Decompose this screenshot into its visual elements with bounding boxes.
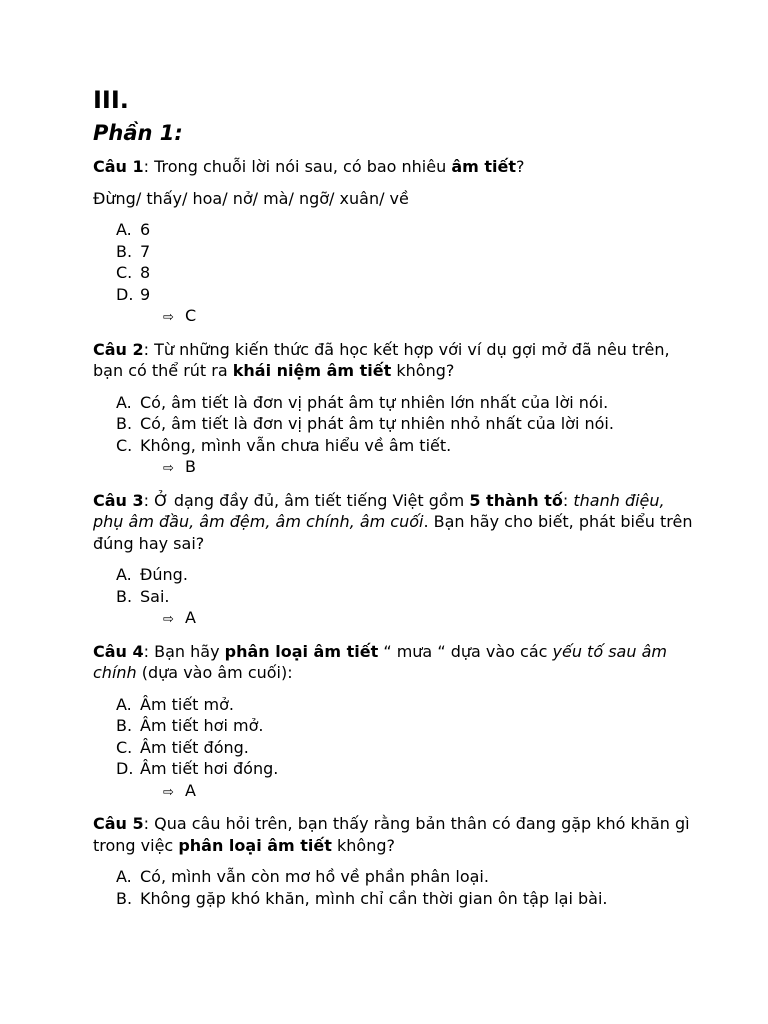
option-letter: C. <box>116 263 133 282</box>
question-keyword: âm tiết <box>451 157 516 176</box>
option-text: Có, mình vẫn còn mơ hồ về phần phân loại. <box>140 867 489 886</box>
question-1-answer <box>93 305 693 329</box>
option-letter: B. <box>116 414 133 433</box>
question-5 <box>93 813 693 856</box>
option-text: Đúng. <box>140 565 188 584</box>
option-text: Âm tiết đóng. <box>140 737 249 757</box>
option-item <box>116 888 693 910</box>
question-text: : Trong chuỗi lời nói sau, có bao nhiêu <box>143 157 452 176</box>
arrow-right-icon: ⇨ <box>163 612 174 627</box>
question-text: : Bạn hãy <box>143 641 225 661</box>
answer-value: B <box>185 457 196 476</box>
question-label: Câu 3 <box>93 490 144 510</box>
option-letter: A. <box>116 392 132 412</box>
arrow-right-icon: ⇨ <box>163 461 174 476</box>
question-3-answer <box>93 607 693 631</box>
question-label: Câu 4 <box>93 641 144 661</box>
option-item <box>116 694 693 716</box>
option-letter: C. <box>116 435 133 455</box>
question-text: : <box>562 490 574 510</box>
option-item <box>116 435 693 457</box>
question-text: : Từ những kiến thức đã học kết hợp với ví dụ gợi mở đã nêu trên, bạn có thể rút ra <box>93 339 670 380</box>
option-text: Có, âm tiết là đơn vị phát âm tự nhiên lớn nhất của lời nói. <box>140 392 609 412</box>
option-item <box>116 262 693 284</box>
option-item <box>116 737 693 759</box>
question-emphasis: thanh điệu, phụ âm đầu, âm đệm, âm chính, âm cuối <box>93 490 665 531</box>
option-text: Âm tiết hơi mở. <box>140 716 264 735</box>
question-5-options <box>93 866 693 909</box>
question-keyword: khái niệm âm tiết <box>232 361 392 380</box>
answer-value: A <box>185 780 196 800</box>
option-text: Âm tiết hơi đóng. <box>140 759 279 778</box>
question-4 <box>93 641 693 684</box>
option-letter: A. <box>116 867 132 886</box>
option-text: Sai. <box>140 586 170 606</box>
document-page <box>93 84 693 909</box>
question-2-options <box>93 392 693 457</box>
question-text: không? <box>331 835 395 855</box>
question-2-answer <box>93 456 693 480</box>
option-text: 7 <box>140 241 151 261</box>
option-letter: B. <box>116 716 133 735</box>
question-label: Câu 5 <box>93 814 144 833</box>
option-letter: A. <box>116 694 132 714</box>
option-text: 8 <box>140 263 151 282</box>
option-item <box>116 284 693 306</box>
question-keyword: phân loại âm tiết <box>178 835 332 855</box>
option-letter: A. <box>116 565 132 584</box>
option-letter: D. <box>116 759 134 778</box>
question-1-options <box>93 219 693 305</box>
option-item <box>116 866 693 888</box>
question-emphasis: yếu tố sau âm chính <box>93 641 667 682</box>
question-text: không? <box>391 361 455 380</box>
question-keyword: 5 thành tố <box>469 490 563 510</box>
question-1 <box>93 156 693 178</box>
option-text: Không, mình vẫn chưa hiểu về âm tiết. <box>140 435 452 455</box>
option-item <box>116 586 693 608</box>
option-text: Có, âm tiết là đơn vị phát âm tự nhiên nhỏ nhất của lời nói. <box>140 414 614 433</box>
option-letter: B. <box>116 241 133 261</box>
option-item <box>116 219 693 241</box>
option-item <box>116 715 693 737</box>
option-item <box>116 758 693 780</box>
section-title: III. <box>93 86 129 114</box>
option-item <box>116 392 693 414</box>
option-text: 6 <box>140 220 151 239</box>
option-letter: B. <box>116 586 133 606</box>
question-4-answer <box>93 780 693 804</box>
answer-value: C <box>185 306 197 325</box>
question-text: . Bạn hãy cho biết, phát biểu trên đúng hay sai? <box>93 512 693 553</box>
question-1-example: Đừng/ thấy/ hoa/ nở/ mà/ ngỡ/ xuân/ về <box>93 188 409 208</box>
part-title: Phần 1: <box>93 121 183 145</box>
question-keyword: phân loại âm tiết <box>224 641 379 661</box>
arrow-right-icon: ⇨ <box>163 310 174 325</box>
question-3 <box>93 490 693 555</box>
option-text: Âm tiết mở. <box>140 694 234 714</box>
option-letter: D. <box>116 284 134 304</box>
question-text: “ mưa “ dựa vào các <box>378 641 553 661</box>
question-label: Câu 1 <box>93 157 144 176</box>
option-letter: C. <box>116 737 133 757</box>
option-item <box>116 564 693 586</box>
arrow-right-icon: ⇨ <box>163 784 174 800</box>
option-letter: A. <box>116 220 132 239</box>
question-text: : Ở dạng đầy đủ, âm tiết tiếng Việt gồm <box>143 490 470 510</box>
question-text: ? <box>516 157 525 176</box>
option-letter: B. <box>116 888 133 908</box>
question-label: Câu 2 <box>93 339 144 359</box>
option-text: Không gặp khó khăn, mình chỉ cần thời gian ôn tập lại bài. <box>140 888 608 908</box>
option-item <box>116 413 693 435</box>
question-2 <box>93 339 693 382</box>
answer-value: A <box>185 608 196 627</box>
question-text: (dựa vào âm cuối): <box>136 663 293 682</box>
question-text: : Qua câu hỏi trên, bạn thấy rằng bản thân có đang gặp khó khăn gì trong việc <box>93 814 690 855</box>
question-3-options <box>93 564 693 607</box>
option-item <box>116 241 693 263</box>
option-text: 9 <box>140 284 151 304</box>
question-4-options <box>93 694 693 780</box>
